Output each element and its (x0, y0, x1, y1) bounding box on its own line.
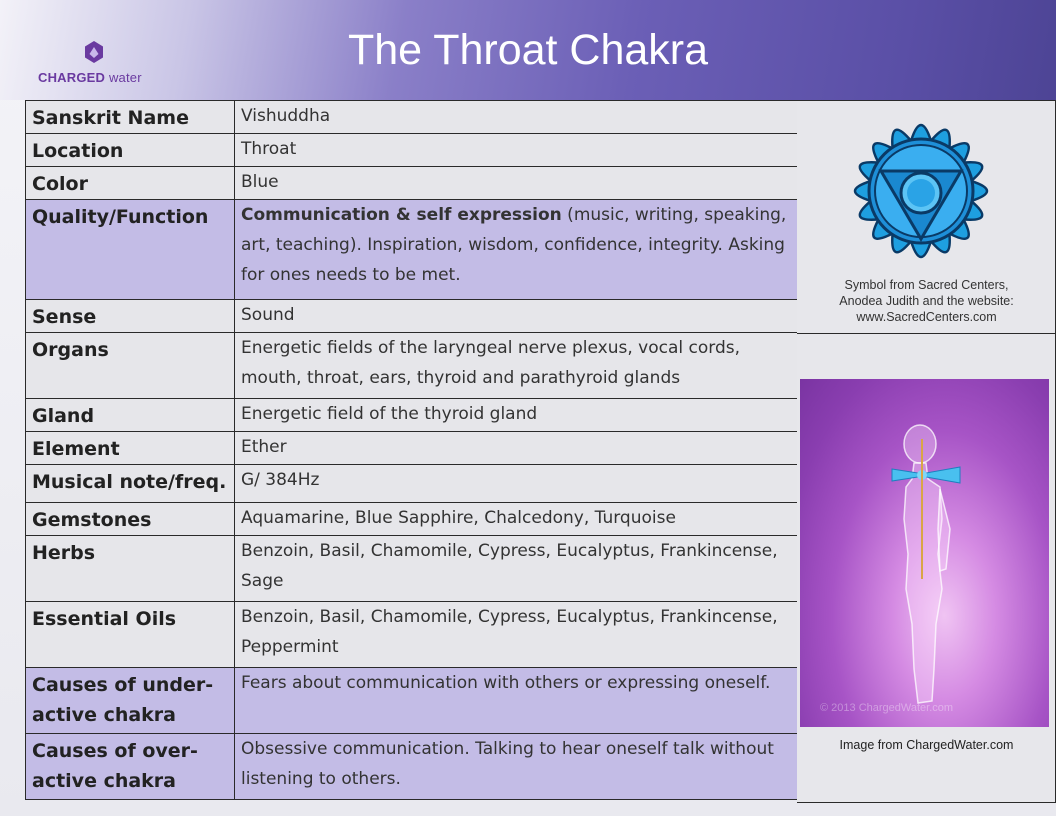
row-label: Sense (26, 300, 235, 333)
row-value: Blue (235, 167, 798, 200)
throat-chakra-symbol-icon (841, 111, 1001, 271)
table-row (26, 101, 798, 134)
page-title: The Throat Chakra (347, 26, 709, 74)
table-row (26, 668, 798, 734)
row-label: Causes of over-active chakra (26, 734, 235, 800)
row-label: Causes of under-active chakra (26, 668, 235, 734)
table-row (26, 465, 798, 503)
table-row (26, 333, 798, 399)
table-row (26, 503, 798, 536)
panel-divider (797, 333, 1056, 334)
table-row (26, 734, 798, 800)
row-value: Benzoin, Basil, Chamomile, Cypress, Eucalyptus, Frankincense, Sage (235, 536, 798, 602)
row-label: Herbs (26, 536, 235, 602)
row-value: Energetic fields of the laryngeal nerve plexus, vocal cords, mouth, throat, ears, thyroid and parathyroid glands (235, 333, 798, 399)
row-value: Ether (235, 432, 798, 465)
table-row (26, 200, 798, 300)
header-banner (0, 0, 1056, 100)
row-value: Obsessive communication. Talking to hear oneself talk without listening to others. (235, 734, 798, 800)
row-value: Fears about communication with others or expressing oneself. (235, 668, 798, 734)
table-row (26, 134, 798, 167)
row-value: Benzoin, Basil, Chamomile, Cypress, Eucalyptus, Frankincense, Peppermint (235, 602, 798, 668)
row-value: Throat (235, 134, 798, 167)
row-value: Aquamarine, Blue Sapphire, Chalcedony, Turquoise (235, 503, 798, 536)
image-panel (797, 100, 1056, 803)
table-row (26, 602, 798, 668)
row-label: Gland (26, 399, 235, 432)
table-row (26, 536, 798, 602)
table-row (26, 432, 798, 465)
row-label: Essential Oils (26, 602, 235, 668)
table-row (26, 399, 798, 432)
row-label: Element (26, 432, 235, 465)
table-row (26, 167, 798, 200)
image-watermark: © 2013 ChargedWater.com (820, 702, 954, 714)
symbol-caption: Symbol from Sacred Centers, Anodea Judith and the website: www.SacredCenters.com (839, 278, 1014, 324)
image-caption: Image from ChargedWater.com (839, 738, 1014, 752)
row-label: Organs (26, 333, 235, 399)
row-value: Energetic field of the thyroid gland (235, 399, 798, 432)
row-label: Gemstones (26, 503, 235, 536)
chakra-info-table (25, 100, 798, 800)
body-chakra-image (800, 379, 1049, 727)
row-value: Sound (235, 300, 798, 333)
row-label: Color (26, 167, 235, 200)
row-label: Location (26, 134, 235, 167)
row-value: Vishuddha (235, 101, 798, 134)
row-value: G/ 384Hz (235, 465, 798, 503)
row-value (235, 200, 798, 300)
row-value-text: (music, writing, speaking, art, teaching). Inspiration, wisdom, confidence, integrity. Asking for ones needs to be met. (241, 205, 787, 285)
row-label: Sanskrit Name (26, 101, 235, 134)
logo-text: CHARGED water (38, 70, 142, 85)
row-label: Musical note/freq. (26, 465, 235, 503)
row-label: Quality/Function (26, 200, 235, 300)
table-row (26, 300, 798, 333)
row-value-emphasis: Communication & self expression (241, 205, 562, 225)
